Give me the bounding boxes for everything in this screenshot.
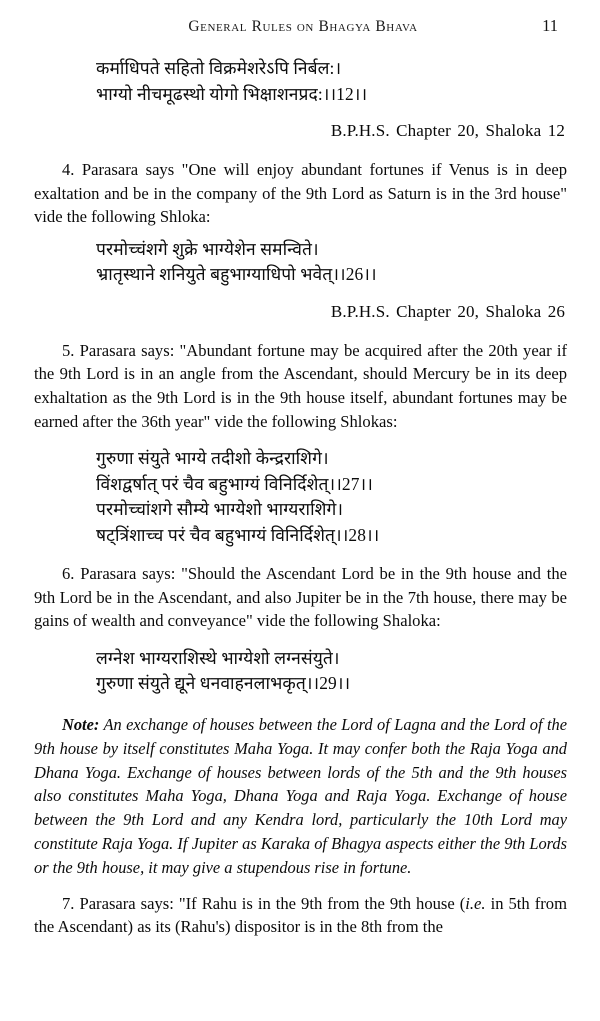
paragraph-7-italic: i.e. — [465, 893, 486, 913]
shloka-group-26 — [34, 237, 567, 288]
spacer — [34, 433, 567, 446]
page-title: General Rules on Bhagya Bhava — [188, 18, 418, 35]
shloka-line: षट्त्रिंशाच्च परं चैव बहुभाग्यं विनिर्दिशेत्।।28।। — [96, 524, 380, 545]
note-paragraph — [34, 713, 567, 880]
shloka-group-27-28 — [34, 446, 567, 548]
shloka-line: परमोच्चंशगे शुक्रे भाग्येशेन समन्विते। — [96, 238, 319, 259]
paragraph-4: 4. Parasara says "One will enjoy abundant fortunes if Venus is in deep exaltation and be in the company of the 9th Lord as Saturn is in the 3rd house" vide the following Shloka: — [34, 160, 567, 227]
shloka-line: कर्माधिपते सहितो विक्रमेशरेऽपि निर्बल:। — [96, 58, 342, 78]
shloka-line: लग्नेश भाग्यराशिस्थे भाग्येशो लग्नसंयुते। — [96, 647, 340, 668]
paragraph-7-part1: 7. Parasara says: "If Rahu is in the 9th from the 9th house ( — [62, 893, 466, 913]
shloka-group-12 — [34, 56, 567, 107]
shloka-group-29 — [34, 646, 567, 697]
citation-shaloka-26: B.P.H.S. Chapter 20, Shaloka 26 — [330, 301, 565, 321]
shloka-line: गुरुणा संयुते भाग्ये तदीशो केन्द्रराशिगे। — [96, 448, 329, 469]
page-number: 11 — [542, 16, 558, 35]
note-body: An exchange of houses between the Lord of Lagna and the Lord of the 9th house by itself constitutes Maha Yoga. It may confer both the Raja Yoga and Dhana Yoga. Exchange of houses between lords of the 5th and the 9th houses also constitutes Maha Yoga, Dhana Yoga and Raja Yoga. Exchange of house between the 9th Lord and any Kendra lord, particularly the 10th Lord may constitute Raja Yoga. If Jupiter as Karaka of Bhagya aspects either the 9th Lords or the 9th house, it may give a stupendous rise in fortune. — [34, 714, 567, 877]
paragraph-5: 5. Parasara says: "Abundant fortune may be acquired after the 20th year if the 9th Lord is in an angle from the Ascendant, should Mercury be in its deep exhaltation as the 9th Lord is in the 9th house itself, abundant fortunes may be earned after the 36th year" vide the following Shlokas: — [34, 340, 567, 431]
spacer — [34, 633, 567, 646]
shloka-line: भाग्यो नीचमूढस्थो योगो भिक्षाशनप्रद:।।12।। — [96, 83, 368, 104]
running-head — [0, 0, 600, 42]
text-block — [0, 56, 600, 939]
shloka-line: परमोच्चांशगे सौम्ये भाग्येशो भाग्यराशिगे। — [96, 499, 344, 520]
spacer — [34, 229, 567, 237]
shloka-line: भ्रातृस्थाने शनियुते बहुभाग्याधिपो भवेत्।।26।। — [96, 264, 377, 285]
shloka-line: विंशद्वर्षात् परं चैव बहुभाग्यं विनिर्दिशेत्।।27।। — [96, 473, 373, 494]
citation-shaloka-12: B.P.H.S. Chapter 20, Shaloka 12 — [330, 121, 565, 140]
paragraph-6: 6. Parasara says: "Should the Ascendant Lord be in the 9th house and the 9th Lord be in the Ascendant, and also Jupiter be in the 7th house, there may be gains of wealth and conveyance" vide the following Shaloka: — [34, 564, 567, 631]
note-label: Note: — [62, 714, 100, 734]
shloka-line: गुरुणा संयुते द्यूने धनवाहनलाभकृत्।।29।। — [96, 673, 351, 694]
paragraph-7 — [34, 892, 567, 939]
paragraph-7-part2: in 5th from the Ascendant) as its (Rahu's) dispositor is in the 8th from the — [34, 893, 567, 937]
